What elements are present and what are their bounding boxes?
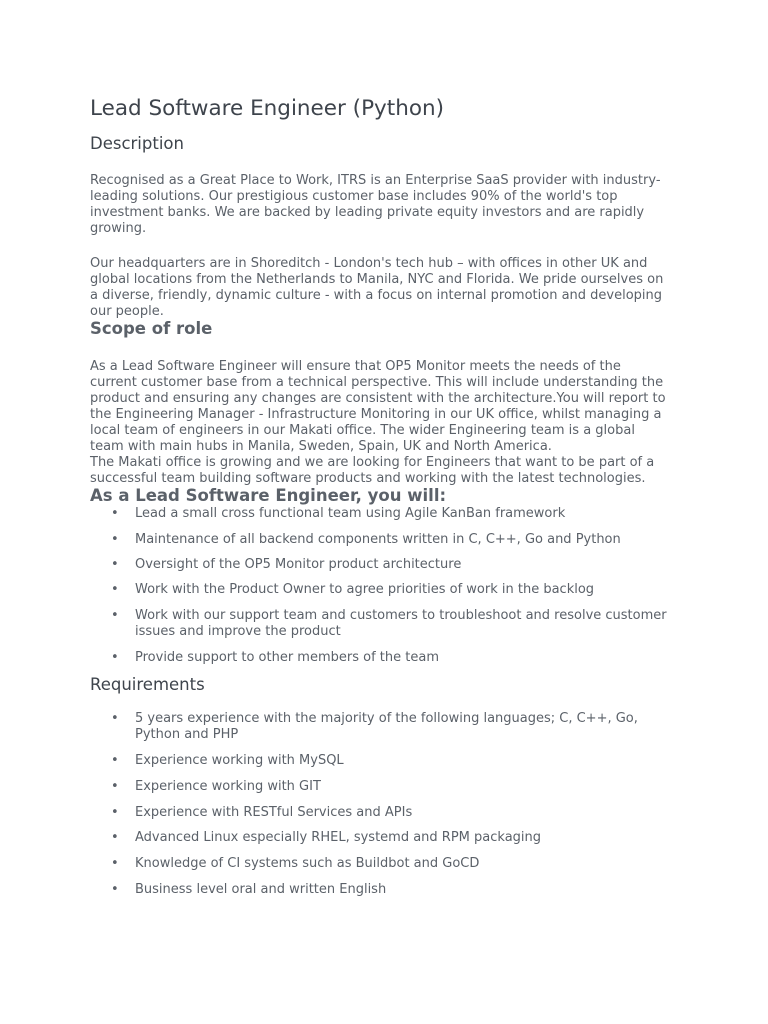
text-line: Experience working with MySQL xyxy=(135,753,344,768)
text-line: successful team building software products and working with the latest technologies. xyxy=(90,471,646,486)
duties-heading: As a Lead Software Engineer, you will: xyxy=(90,486,447,505)
text-line: Maintenance of all backend components written in C, C++, Go and Python xyxy=(135,532,621,547)
text-line: Recognised as a Great Place to Work, ITRS is an Enterprise SaaS provider with industry- xyxy=(90,173,661,188)
list-item-text xyxy=(135,830,541,846)
bullet-icon: • xyxy=(111,506,119,521)
list-item-text xyxy=(135,753,344,769)
text-line: Advanced Linux especially RHEL, systemd and RPM packaging xyxy=(135,830,542,845)
text-line: our people. xyxy=(90,304,164,319)
text-line: growing. xyxy=(90,221,147,236)
list-item-text xyxy=(135,557,461,573)
text-line: team with main hubs in Manila, Sweden, Spain, UK and North America. xyxy=(90,439,552,454)
text-line: Experience with RESTful Services and APIs xyxy=(135,805,413,820)
text-line: issues and improve the product xyxy=(135,624,341,639)
text-line: local team of engineers in our Makati office. The wider Engineering team is a global xyxy=(90,423,635,438)
text-line: leading solutions. Our prestigious customer base includes 90% of the world's top xyxy=(90,189,618,204)
bullet-icon: • xyxy=(111,882,119,897)
text-line: Work with our support team and customers to troubleshoot and resolve customer xyxy=(135,608,667,623)
text-line: product and ensuring any changes are consistent with the architecture.You will report to xyxy=(90,391,666,406)
text-line: The Makati office is growing and we are looking for Engineers that want to be part of a xyxy=(90,455,655,470)
bullet-icon: • xyxy=(111,779,119,794)
bullet-icon: • xyxy=(111,608,119,623)
list-item-text xyxy=(135,582,594,598)
list-item-text xyxy=(135,532,621,548)
list-item-text xyxy=(135,608,667,640)
list-item-text xyxy=(135,506,565,522)
text-line: 5 years experience with the majority of the following languages; C, C++, Go, xyxy=(135,711,638,726)
text-line: Provide support to other members of the team xyxy=(135,650,439,665)
requirements-heading: Requirements xyxy=(90,675,205,694)
scope-heading: Scope of role xyxy=(90,319,213,338)
list-item-text xyxy=(135,856,479,872)
text-line: As a Lead Software Engineer will ensure that OP5 Monitor meets the needs of the xyxy=(90,359,621,374)
list-item-text xyxy=(135,779,321,795)
text-line: Our headquarters are in Shoreditch - London's tech hub – with offices in other UK and xyxy=(90,256,648,271)
description-paragraph-2 xyxy=(90,256,690,320)
text-line: Python and PHP xyxy=(135,727,239,742)
text-line: Lead a small cross functional team using Agile KanBan framework xyxy=(135,506,566,521)
bullet-icon: • xyxy=(111,582,119,597)
text-line: Business level oral and written English xyxy=(135,882,387,897)
list-item-text xyxy=(135,711,638,743)
list-item-text xyxy=(135,650,439,666)
description-heading: Description xyxy=(90,134,184,153)
text-line: investment banks. We are backed by leading private equity investors and are rapidly xyxy=(90,205,645,220)
description-paragraph-1 xyxy=(90,173,690,237)
bullet-icon: • xyxy=(111,532,119,547)
list-item-text xyxy=(135,882,386,898)
bullet-icon: • xyxy=(111,557,119,572)
bullet-icon: • xyxy=(111,830,119,845)
text-line: Experience working with GIT xyxy=(135,779,321,794)
bullet-icon: • xyxy=(111,753,119,768)
text-line: Oversight of the OP5 Monitor product architecture xyxy=(135,557,462,572)
text-line: global locations from the Netherlands to Manila, NYC and Florida. We pride ourselves on xyxy=(90,272,664,287)
scope-paragraph xyxy=(90,359,690,487)
bullet-icon: • xyxy=(111,805,119,820)
list-item-text xyxy=(135,805,412,821)
text-line: Knowledge of CI systems such as Buildbot and GoCD xyxy=(135,856,480,871)
text-line: current customer base from a technical perspective. This will include understanding the xyxy=(90,375,664,390)
text-line: a diverse, friendly, dynamic culture - with a focus on internal promotion and developing xyxy=(90,288,663,303)
text-line: the Engineering Manager - Infrastructure Monitoring in our UK office, whilst managing a xyxy=(90,407,662,422)
text-line: Work with the Product Owner to agree priorities of work in the backlog xyxy=(135,582,595,597)
bullet-icon: • xyxy=(111,711,119,726)
bullet-icon: • xyxy=(111,650,119,665)
bullet-icon: • xyxy=(111,856,119,871)
page-title: Lead Software Engineer (Python) xyxy=(90,96,444,121)
